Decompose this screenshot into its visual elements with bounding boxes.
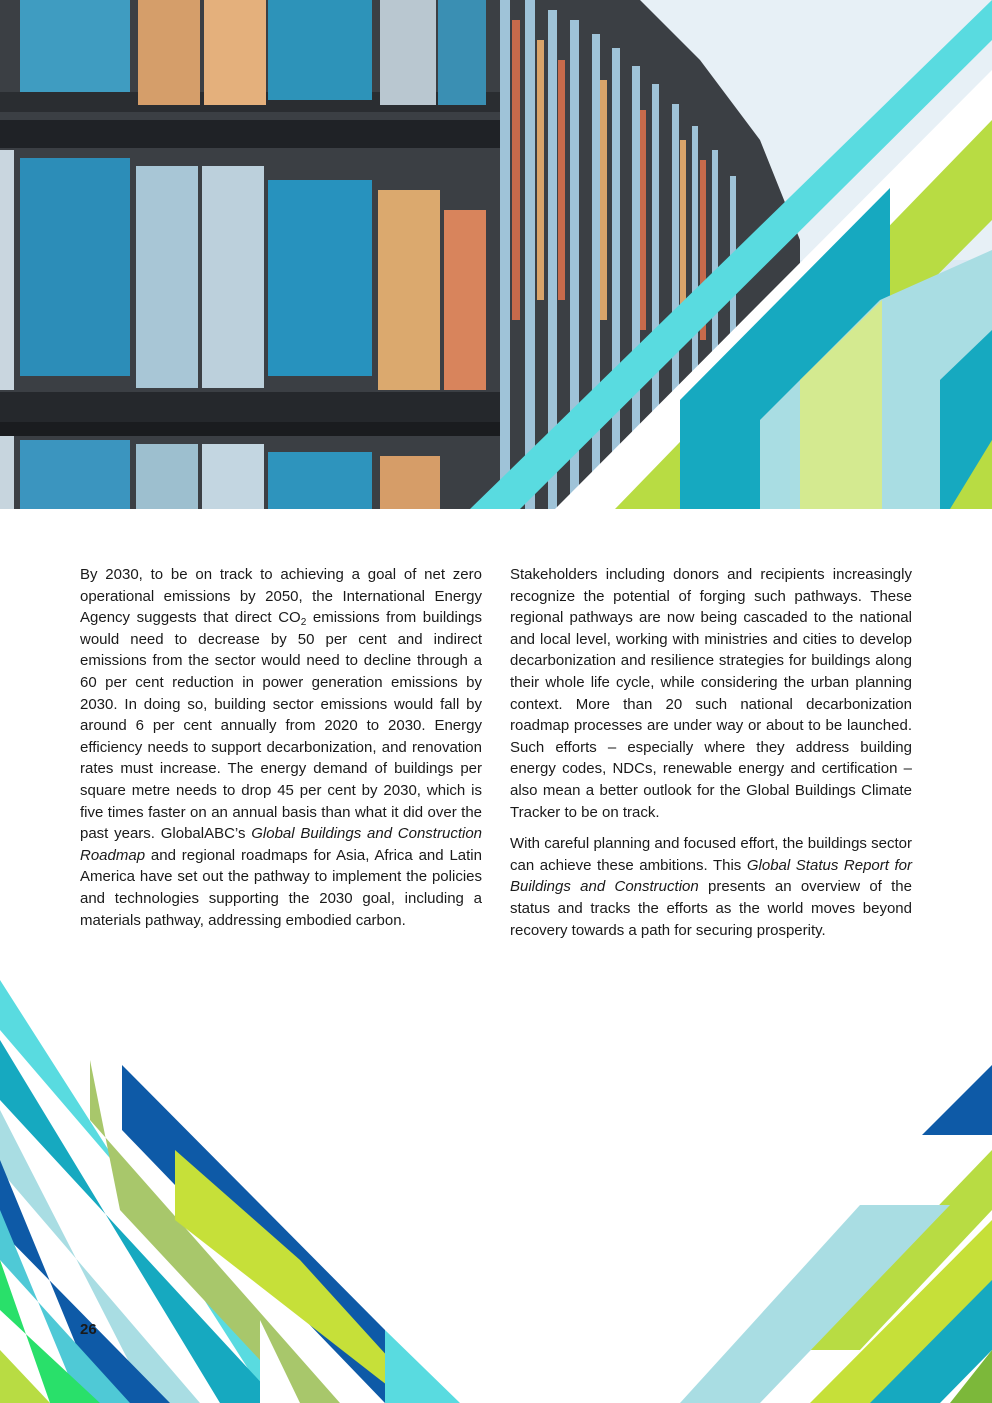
right-paragraph-1: Stakeholders including donors and recipients increasingly recognize the potential of forging such pathways. These regional pathways are now being cascaded to the national and local level, working with ministries and cities to develop decarbonization and resilience strategies for buildings along their whole life cycle, while considering the urban planning context. More than 20 such national decarbonization roadmap processes are under way or about to be launched. Such efforts – especially where they address building energy codes, NDCs, renewable energy and certification – also mean a better outlook for the Global Buildings Climate Tracker to be on track. <box>510 566 912 821</box>
right-column <box>510 564 912 951</box>
decorative-stripes-right <box>660 1050 992 1403</box>
left-paragraph-1: By 2030, to be on track to achieving a goal of net zero operational emissions by 2050, the International Energy Agency suggests that direct $CO_2$ emissions from buildings would need to decrease by 50 per cent and indirect emissions from the sector would need to decline through a 60 per cent reduction in power generation emissions by 2030. In doing so, building sector emissions would fall by around 6 per cent annually from 2020 to 2030. Energy efficiency needs to support decarbonization, and renovation rates must increase. The energy demand of buildings per square metre needs to drop 45 per cent by 2030, which is five times faster on an annual basis than what it did over the past years. GlobalABC’s Global Buildings and Construction Roadmap and regional roadmaps for Asia, Africa and Latin America have set out the pathway to implement the policies and technologies supporting the 2030 goal, including a materials pathway, addressing embodied carbon. <box>80 566 483 929</box>
left-column <box>80 564 482 941</box>
right-paragraph-2: With careful planning and focused effort, the buildings sector can achieve these ambitions. This Global Status Report for Buildings and Construction presents an overview of the status and tracks the efforts as the world moves beyond recovery towards a path for securing prosperity. <box>510 835 912 939</box>
decorative-stripes-left <box>0 960 480 1403</box>
hero-building-image <box>0 0 992 509</box>
page-number: 26 <box>80 1321 97 1338</box>
